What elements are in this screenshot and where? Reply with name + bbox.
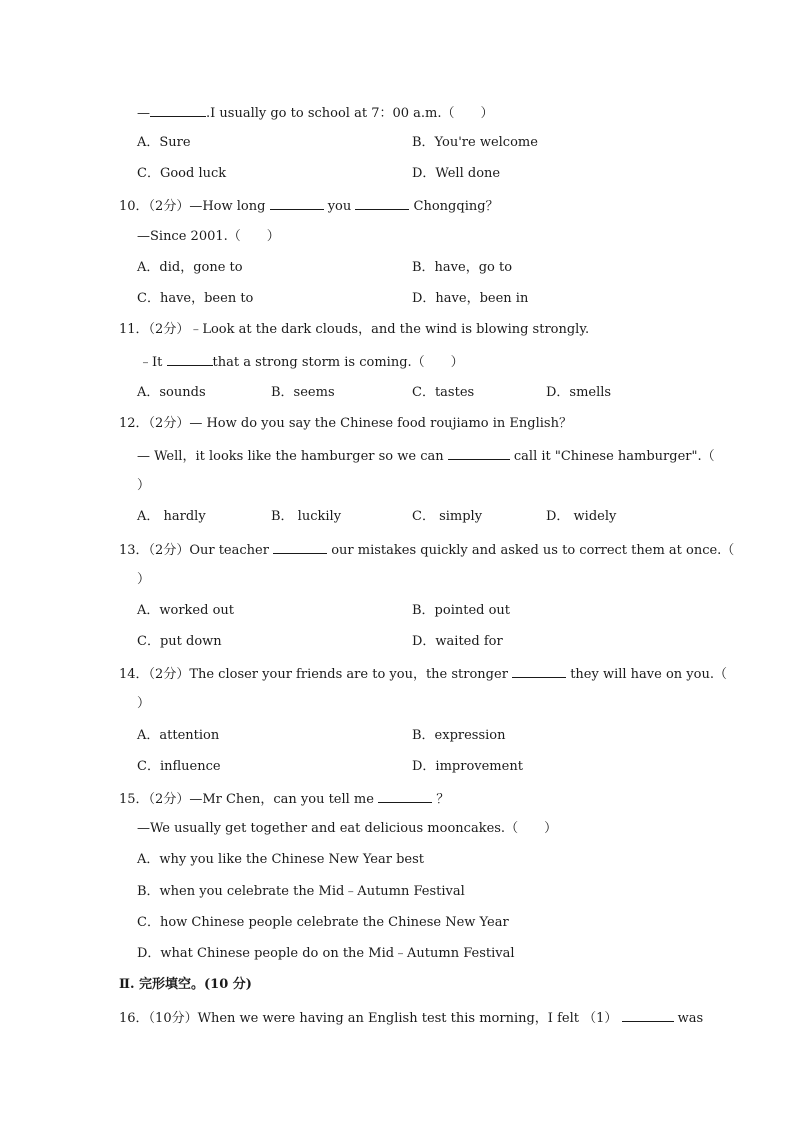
option-b: B．when you celebrate the Mid﹣Autumn Festival [137,884,465,899]
option-c: C．influence [137,759,221,774]
stem-text: our mistakes quickly and asked us to correct them at once.（ [331,543,735,558]
option-c: C．have，been to [137,291,254,306]
option-d: D． widely [546,509,617,524]
stem-text: call it "Chinese hamburger".（ [513,449,715,464]
stem-text: 13．（2分）Our teacher [119,543,269,558]
option-d: D．improvement [412,759,523,774]
question-9-stem [137,104,494,122]
option-a: A．attention [137,728,220,743]
option-a: A．sounds [137,385,206,400]
answer-blank [273,541,327,554]
stem-text: they will have on you.（ [570,667,727,682]
question-10-stem [119,197,499,215]
answer-blank [378,790,432,803]
question-15-answer: —We usually get together and eat delicious mooncakes.（ ） [137,821,558,836]
option-b: B．seems [271,385,335,400]
stem-text: — Well，it looks like the hamburger so we can [137,449,444,464]
answer-blank [512,665,566,678]
option-a: A．why you like the Chinese New Year best [137,852,425,867]
option-b: B．have，go to [412,260,513,275]
option-d: D．have，been in [412,291,529,306]
option-d: D．waited for [412,634,503,649]
option-c: C．tastes [412,385,475,400]
option-b: B．expression [412,728,506,743]
question-15-stem [119,790,449,808]
option-c: C．how Chinese people celebrate the Chinese New Year [137,915,509,930]
closing-paren: ） [137,572,151,587]
option-a: A．worked out [137,603,235,618]
option-d: D．smells [546,385,612,400]
stem-text: Chongqing？ [413,199,499,214]
option-b: B．You're welcome [412,135,538,150]
question-13-stem [119,541,734,559]
answer-blank [355,197,409,210]
option-d: D．Well done [412,166,501,181]
answer-blank [167,353,213,366]
answer-blank [622,1009,674,1022]
stem-text: 15．（2分）—Mr Chen，can you tell me [119,792,374,807]
option-a: A． hardly [137,509,206,524]
question-16-stem [119,1009,703,1027]
stem-text: that a strong storm is coming.（ ） [212,355,464,370]
answer-blank [150,104,206,117]
answer-blank [270,197,324,210]
option-c: C． simply [412,509,483,524]
option-c: C．put down [137,634,222,649]
option-a: A．did，gone to [137,260,243,275]
closing-paren: ） [137,696,151,711]
question-11-stem: 11．（2分）﹣Look at the dark clouds，and the wind is blowing strongly. [119,322,590,337]
question-10-answer: —Since 2001.（ ） [137,229,280,244]
answer-blank [448,447,510,460]
section-heading: Ⅱ. 完形填空。(10 分) [119,977,252,992]
stem-text: 16．（10分）When we were having an English test this morning，I felt （1） [119,1011,618,1026]
option-b: B．pointed out [412,603,511,618]
question-12-answer [137,447,715,465]
closing-paren: ） [137,478,151,493]
stem-text: was [677,1011,704,1026]
option-b: B． luckily [271,509,342,524]
stem-text: .I usually go to school at 7：00 a.m.（ ） [206,106,494,121]
question-14-stem [119,665,727,683]
option-d: D．what Chinese people do on the Mid﹣Autumn Festival [137,946,515,961]
option-c: C．Good luck [137,166,227,181]
stem-text: 14．（2分）The closer your friends are to you，the stronger [119,667,508,682]
dash: — [137,106,150,121]
option-a: A．Sure [137,135,191,150]
stem-text: ﹣It [139,355,163,370]
stem-text: 10．（2分）—How long [119,199,266,214]
question-12-stem: 12．（2分）— How do you say the Chinese food roujiamo in English？ [119,416,572,431]
stem-text: ？ [436,792,450,807]
stem-text: you [327,199,352,214]
question-11-answer [139,353,464,371]
